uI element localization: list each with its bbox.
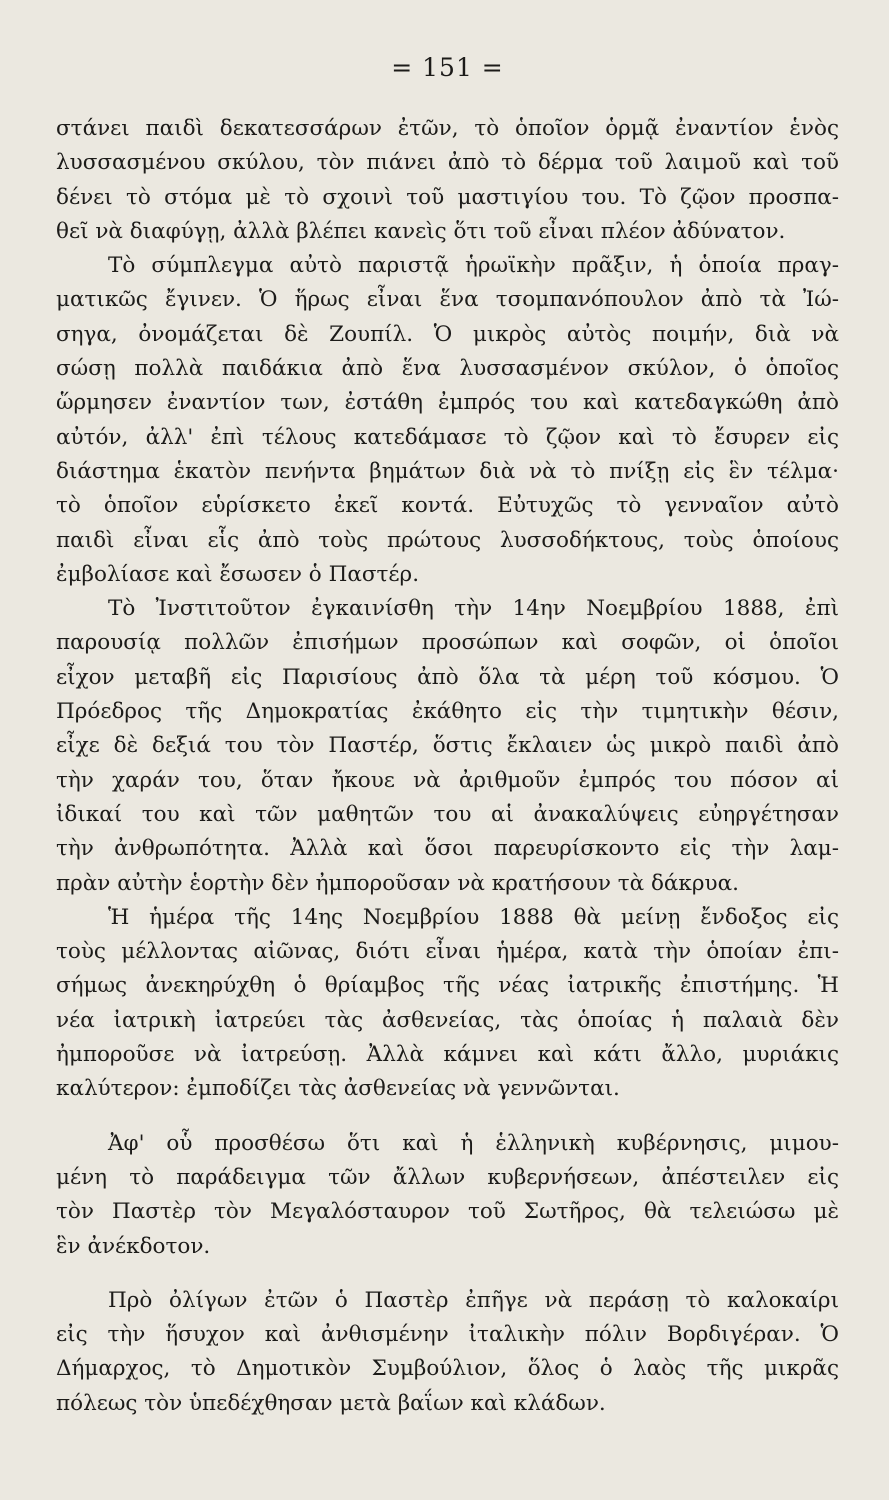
text-line: διάστημα ἑκατὸν πενήντα βημάτων διὰ νὰ τὸ πνίξῃ εἰς ἓν τέλμα·: [56, 458, 839, 484]
paragraph-gap: [56, 1264, 839, 1284]
text-line: στάνει παιδὶ δεκατεσσάρων ἐτῶν, τὸ ὁποῖον ὁρμᾷ ἐναντίον ἑνὸς: [56, 116, 839, 141]
text-line: Δήμαρχος, τὸ Δημοτικὸν Συμβούλιον, ὅλος ὁ λαὸς τῆς μικρᾶς: [56, 1356, 839, 1382]
text-line: λυσσασμένου σκύλου, τὸν πιάνει ἀπὸ τὸ δέρμα τοῦ λαιμοῦ καὶ τοῦ: [56, 150, 839, 176]
text-line: παρουσίᾳ πολλῶν ἐπισήμων προσώπων καὶ σοφῶν, οἱ ὁποῖοι: [56, 630, 839, 656]
text-line: πόλεως τὸν ὑπεδέχθησαν μετὰ βαΐων καὶ κλάδων.: [56, 1390, 606, 1416]
text-line: θεῖ νὰ διαφύγῃ, ἀλλὰ βλέπει κανεὶς ὅτι τοῦ εἶναι πλέον ἀδύνατον.: [56, 218, 786, 244]
paragraph: [56, 592, 839, 901]
text-line: ἠμποροῦσε νὰ ἰατρεύσῃ. Ἀλλὰ κάμνει καὶ κάτι ἄλλο, μυριάκις: [56, 1042, 839, 1068]
text-line: ἐμβολίασε καὶ ἔσωσεν ὁ Παστέρ.: [56, 561, 420, 587]
text-line: δένει τὸ στόμα μὲ τὸ σχοινὶ τοῦ μαστιγίου του. Τὸ ζῷον προσπα-: [56, 184, 839, 210]
paragraph: [56, 901, 839, 1107]
text-line: σήμως ἀνεκηρύχθη ὁ θρίαμβος τῆς νέας ἰατρικῆς ἐπιστήμης. Ἡ: [56, 973, 839, 999]
text-line: Ἡ ἡμέρα τῆς 14ης Νοεμβρίου 1888 θὰ μείνῃ ἔνδοξος εἰς: [108, 904, 839, 930]
paragraph: [56, 1284, 839, 1421]
text-line: Πρόεδρος τῆς Δημοκρατίας ἐκάθητο εἰς τὴν τιμητικὴν θέσιν,: [56, 699, 839, 725]
text-line: νέα ἰατρικὴ ἰατρεύει τὰς ἀσθενείας, τὰς ὁποίας ἡ παλαιὰ δὲν: [56, 1007, 839, 1033]
text-line: τοὺς μέλλοντας αἰῶνας, διότι εἶναι ἡμέρα, κατὰ τὴν ὁποίαν ἐπι-: [56, 939, 839, 965]
text-line: Τὸ σύμπλεγμα αὐτὸ παριστᾷ ἡρωϊκὴν πρᾶξιν, ἡ ὁποία πραγ-: [108, 253, 839, 279]
text-line: μένη τὸ παράδειγμα τῶν ἄλλων κυβερνήσεων, ἀπέστειλεν εἰς: [56, 1164, 839, 1190]
text-line: σώσῃ πολλὰ παιδάκια ἀπὸ ἕνα λυσσασμένον σκύλον, ὁ ὁποῖος: [56, 356, 839, 382]
text-line: εἰς τὴν ἥσυχον καὶ ἀνθισμένην ἰταλικὴν πόλιν Βορδιγέραν. Ὁ: [56, 1322, 839, 1348]
text-line: ματικῶς ἔγινεν. Ὁ ἥρως εἶναι ἕνα τσομπανόπουλον ἀπὸ τὰ Ἰώ-: [56, 287, 839, 313]
text-line: ἓν ἀνέκδοτον.: [56, 1233, 211, 1259]
text-line: ἰδικαί του καὶ τῶν μαθητῶν του αἱ ἀνακαλύψεις εὐηργέτησαν: [56, 801, 839, 827]
text-line: εἶχον μεταβῆ εἰς Παρισίους ἀπὸ ὅλα τὰ μέρη τοῦ κόσμου. Ὁ: [56, 664, 839, 690]
paragraph-gap: [56, 1107, 839, 1127]
paragraph: [56, 112, 839, 249]
text-line: παιδὶ εἶναι εἷς ἀπὸ τοὺς πρώτους λυσσοδήκτους, τοὺς ὁποίους: [56, 527, 839, 553]
text-line: τὸ ὁποῖον εὑρίσκετο ἐκεῖ κοντά. Εὐτυχῶς τὸ γενναῖον αὐτὸ: [56, 493, 839, 519]
text-line: τὴν χαράν του, ὅταν ἤκουε νὰ ἀριθμοῦν ἐμπρός του πόσον αἱ: [56, 767, 839, 793]
text-line: εἶχε δὲ δεξιά του τὸν Παστέρ, ὅστις ἔκλαιεν ὡς μικρὸ παιδὶ ἀπὸ: [56, 733, 839, 759]
text-line: καλύτερον: ἐμποδίζει τὰς ἀσθενείας νὰ γεννῶνται.: [56, 1076, 620, 1102]
text-line: πρὰν αὐτὴν ἑορτὴν δὲν ἠμποροῦσαν νὰ κρατήσουν τὰ δάκρυα.: [56, 870, 739, 896]
page-body: [56, 112, 839, 1421]
text-line: Πρὸ ὀλίγων ἐτῶν ὁ Παστὲρ ἐπῆγε νὰ περάσῃ τὸ καλοκαίρι: [108, 1287, 839, 1313]
paragraph: [56, 1127, 839, 1264]
paragraph: [56, 249, 839, 592]
page-number: = 151 =: [391, 53, 504, 82]
text-line: ὥρμησεν ἐναντίον των, ἐστάθη ἐμπρός του καὶ κατεδαγκώθη ἀπὸ: [56, 390, 839, 416]
text-line: αὐτόν, ἀλλ' ἐπὶ τέλους κατεδάμασε τὸ ζῷον καὶ τὸ ἔσυρεν εἰς: [56, 424, 839, 450]
text-line: τὴν ἀνθρωπότητα. Ἀλλὰ καὶ ὅσοι παρευρίσκοντο εἰς τὴν λαμ-: [56, 836, 839, 862]
text-line: τὸν Παστὲρ τὸν Μεγαλόσταυρον τοῦ Σωτῆρος, θὰ τελειώσω μὲ: [56, 1199, 839, 1225]
text-line: σηγα, ὀνομάζεται δὲ Ζουπίλ. Ὁ μικρὸς αὐτὸς ποιμήν, διὰ νὰ: [56, 321, 839, 347]
text-line: Ἀφ' οὗ προσθέσω ὅτι καὶ ἡ ἑλληνικὴ κυβέρνησις, μιμου-: [108, 1130, 839, 1156]
text-line: Τὸ Ἰνστιτοῦτον ἐγκαινίσθη τὴν 14ην Νοεμβρίου 1888, ἐπὶ: [108, 596, 839, 622]
